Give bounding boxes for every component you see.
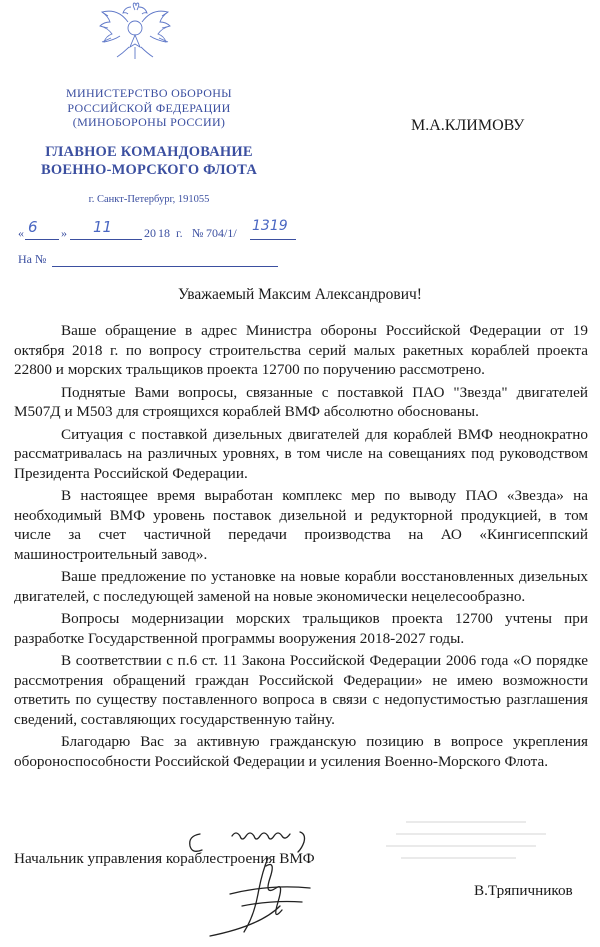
paragraph-5: Ваше предложение по установке на новые корабли восстановленных дизельных двигателей, с последующей заменой на новые экономически нецелесообразно. — [14, 568, 588, 605]
number-label: № — [192, 226, 204, 240]
paragraph-3: Ситуация с поставкой дизельных двигателей для кораблей ВМФ неоднократно рассматривалась на различных уровнях, в том числе на совещаниях под руководством Президента Российской Федерации. — [14, 425, 588, 482]
date-month-handwritten: 11 — [93, 218, 113, 236]
reply-reference-line — [18, 252, 280, 270]
ministry-line-2: РОССИЙСКОЙ ФЕДЕРАЦИИ — [67, 100, 231, 115]
signatory-position: Начальник управления кораблестроения ВМФ — [14, 850, 315, 867]
letter-body — [14, 321, 588, 774]
command-line-1: ГЛАВНОЕ КОМАНДОВАНИЕ — [45, 144, 253, 160]
signatory-name: В.Тряпичников — [474, 882, 573, 899]
paragraph-7: В соответствии с п.6 ст. 11 Закона Российской Федерации 2006 года «О порядке рассмотрения обращений граждан Российской Федерации» не имею возможности ответить по существу поставленного вопроса в связи с недопустимостью разглашения сведений, составляющих государственную тайну. — [14, 652, 588, 728]
greeting: Уважаемый Максим Александрович! — [178, 286, 422, 303]
paragraph-4: В настоящее время выработан комплекс мер по выводу ПАО «Звезда» на необходимый ВМФ уровень поставок дизельной и редукторной продукцией, в том числе за счет частичной передачи производства на АО «Кингисеппский машиностроительный завод». — [14, 487, 588, 563]
faint-stamp-shadow — [376, 810, 576, 870]
ministry-line-3: (МИНОБОРОНЫ РОССИИ) — [72, 115, 226, 129]
number-printed: 704/1/ — [206, 226, 237, 240]
ministry-header — [30, 86, 268, 130]
paragraph-8: Благодарю Вас за активную гражданскую позицию в вопросе укрепления обороноспособности Российской Федерации и усиления Военно-Морского Флота. — [14, 733, 588, 770]
command-line-2: ВОЕННО-МОРСКОГО ФЛОТА — [40, 162, 258, 178]
handwritten-signature — [170, 824, 360, 942]
recipient-name: М.А.КЛИМОВУ — [411, 117, 525, 134]
number-handwritten: 1319 — [252, 218, 288, 234]
paragraph-2: Поднятые Вами вопросы, связанные с поставкой ПАО "Звезда" двигателей М507Д и М503 для строящихся кораблей ВМФ абсолютно обоснованы. — [14, 383, 588, 420]
paragraph-6: Вопросы модернизации морских тральщиков проекта 12700 учтены при разработке Государственной программы вооружения 2018-2027 годы. — [14, 610, 588, 647]
date-number-line — [18, 218, 308, 244]
double-headed-eagle-emblem-icon — [98, 2, 172, 62]
date-year-suffix: 18 — [158, 226, 170, 240]
reply-label: На № — [18, 252, 47, 266]
date-year-prefix: 20 — [144, 226, 156, 240]
command-header — [18, 143, 280, 179]
date-day-handwritten: 6 — [28, 218, 38, 236]
ministry-line-1: МИНИСТЕРСТВО ОБОРОНЫ — [66, 86, 232, 100]
paragraph-1: Ваше обращение в адрес Министра обороны Российской Федерации от 19 октября 2018 г. по вопросу строительства серий малых ракетных кораблей проекта 22800 и морских тральщиков проекта 12700 по поручению рассмотрено. — [14, 322, 588, 378]
city-address: г. Санкт-Петербург, 191055 — [88, 194, 210, 205]
date-close-quote: » — [61, 226, 67, 240]
date-year-unit: г. — [176, 226, 183, 240]
date-open-quote: « — [18, 226, 24, 240]
